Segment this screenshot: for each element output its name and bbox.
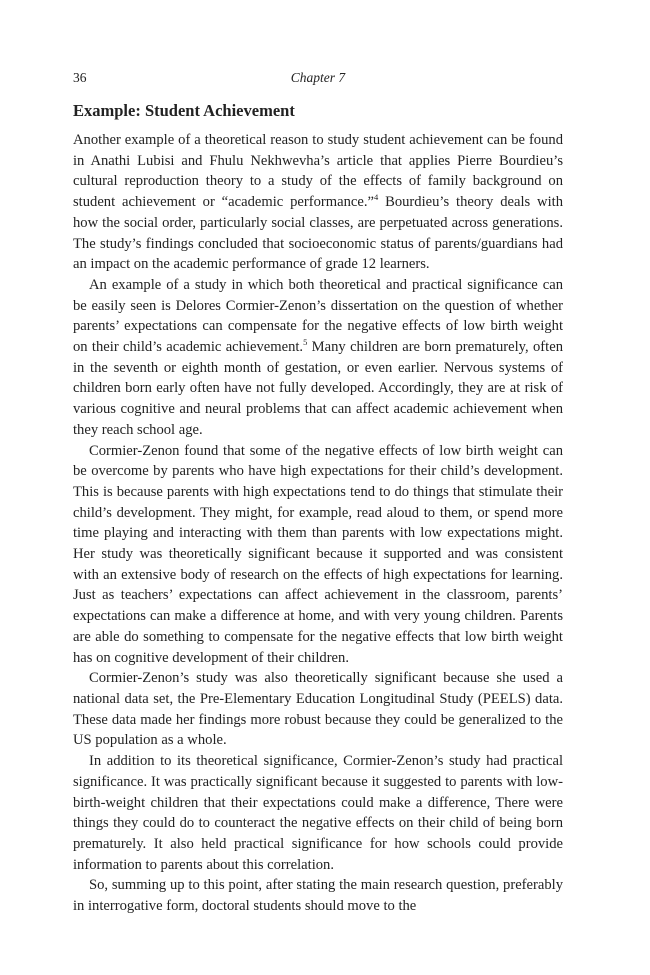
paragraph-5: In addition to its theoretical significance, Cormier-Zenon’s study had practical significance. It was practically significant because it suggested to parents with low-birth-weight children that their expectations could make a difference, There were things they could do to counteract the negative effects on their child of being born prematurely. It also held practical significance for how schools could provide information to parents about this correlation. <box>73 753 563 873</box>
running-head <box>73 68 563 88</box>
paragraph-text: Another example of a theoretical reason to study student achievement can be found in Anathi Lubisi and Fhulu Nekhwevha’s article that applies Pierre Bourdieu’s cultural reproduction theory to a study of the effects of family background on student achievement or “academic performance.” <box>73 132 563 211</box>
footnote-marker[interactable]: 5 <box>303 337 308 348</box>
body-text <box>73 130 563 917</box>
page-number: 36 <box>73 70 87 85</box>
paragraph-text: An example of a study in which both theoretical and practical significance can be easily seen is Delores Cormier-Zenon’s dissertation on the question of whether parents’ expectations can compensate for the negative effects of low birth weight on their child’s academic achievement. <box>73 276 563 356</box>
footnote-marker[interactable]: 4 <box>373 192 379 203</box>
paragraph-2 <box>73 275 563 441</box>
paragraph-6: So, summing up to this point, after stating the main research question, preferably in interrogative form, doctoral students should move to the <box>73 877 563 915</box>
paragraph-text: Bourdieu’s theory deals with how the social order, particularly social classes, are perpetuated across generations. The study’s findings concluded that socioeconomic status of parents/guardians had an impact on the academic performance of grade 12 learners. <box>73 194 563 273</box>
section-heading: Example: Student Achievement <box>73 101 295 120</box>
paragraph-4: Cormier-Zenon’s study was also theoretically significant because she used a national data set, the Pre-Elementary Education Longitudinal Study (PEELS) data. These data made her findings more robust because they could be generalized to the US population as a whole. <box>73 670 563 749</box>
paragraph-1 <box>73 130 563 275</box>
paragraph-text: Many children are born prematurely, often in the seventh or eighth month of gestation, or even earlier. Nervous systems of children born early often have not fully developed. Accordingly, they are at risk of various cognitive and neural problems that can affect academic achievement when they reach school age. <box>73 339 563 438</box>
paragraph-3: Cormier-Zenon found that some of the negative effects of low birth weight can be overcome by parents who have high expectations for their child’s development. This is because parents with high expectations tend to do things that stimulate their child’s development. They might, for example, read aloud to them, or spend more time playing and interacting with them than parents with low expectations might. Her study was theoretically significant because it supported and was consistent with an extensive body of research on the effects of high expectations for learning. Just as teachers’ expectations can affect achievement in the classroom, parents’ expectations can make a difference at home, and with very young children. Parents are able do something to compensate for the negative effects that low birth weight has on cognitive development of their children. <box>73 442 563 666</box>
chapter-label: Chapter 7 <box>290 70 346 85</box>
